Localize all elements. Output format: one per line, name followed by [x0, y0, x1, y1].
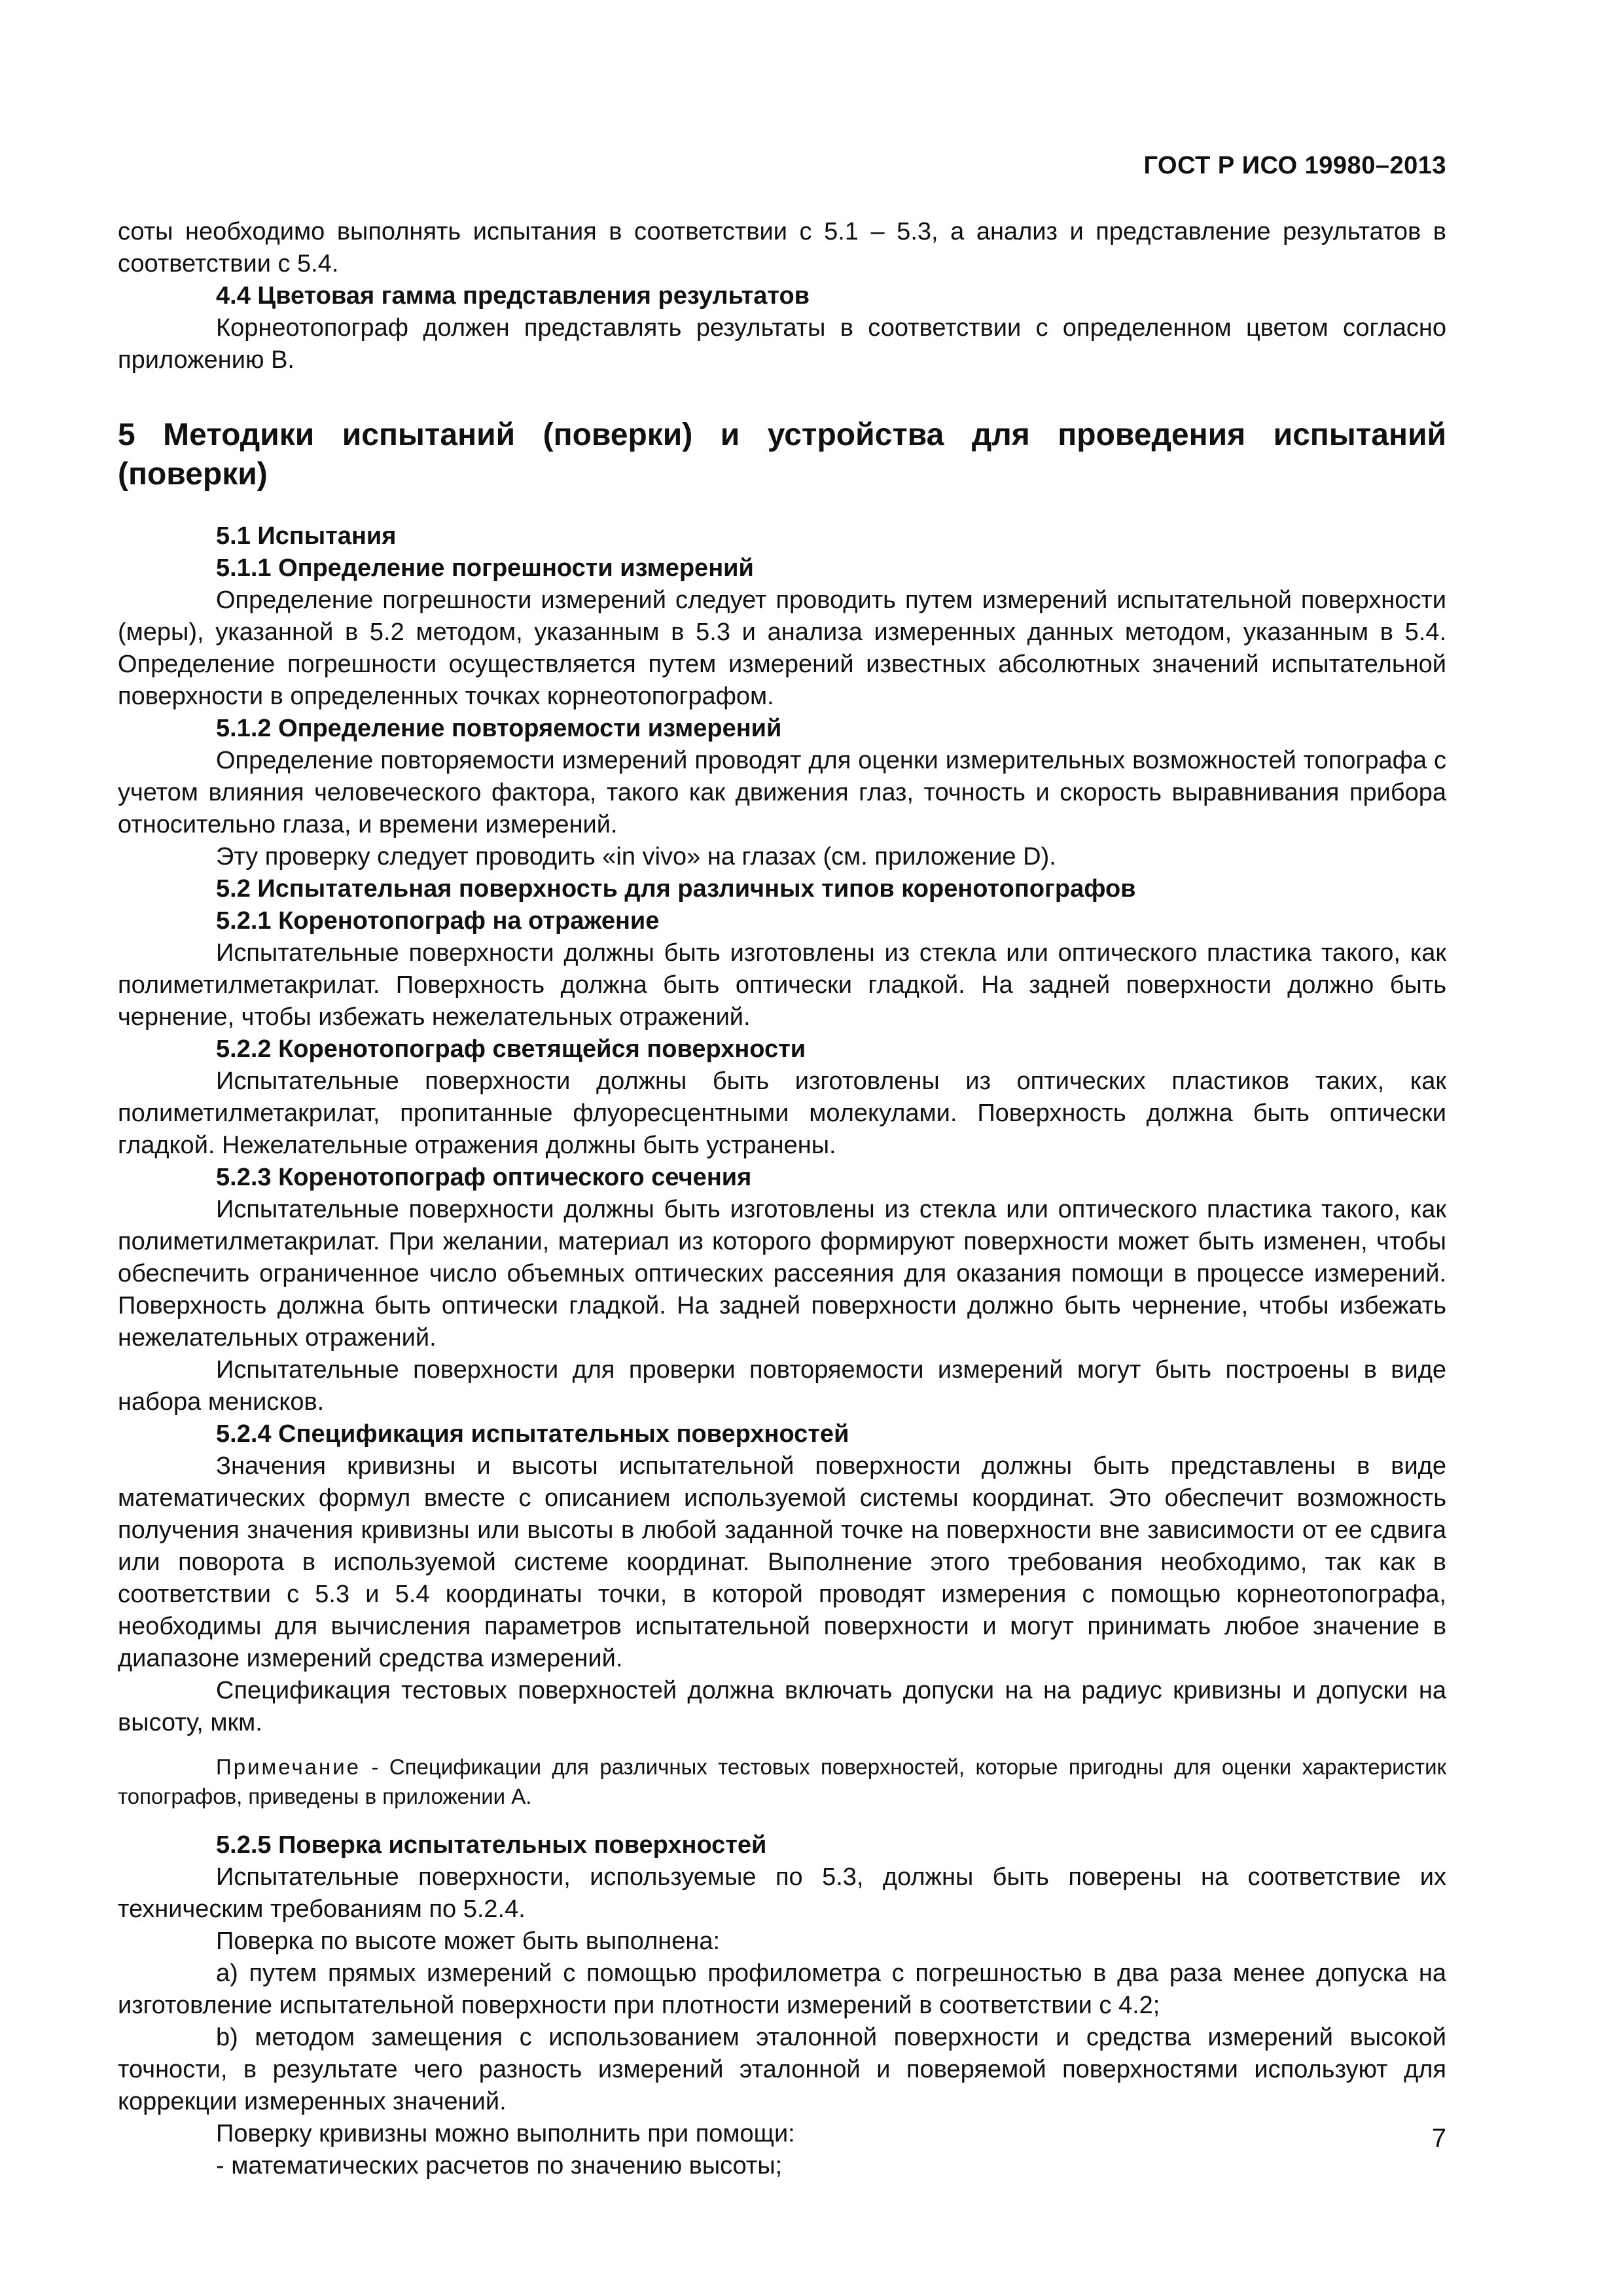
section-heading-5-2-3: 5.2.3 Коренотопограф оптического сечения: [216, 1164, 752, 1191]
paragraph: Эту проверку следует проводить «in vivo» на глазах (см. приложение D).: [216, 843, 1056, 870]
paragraph: Спецификация тестовых поверхностей должна включать допуски на на радиус кривизны и допуски на высоту, мкм.: [118, 1677, 1446, 1736]
paragraph: Поверку кривизны можно выполнить при помощи:: [216, 2120, 795, 2147]
note-text: - Спецификации для различных тестовых поверхностей, которые пригодны для оценки характеристик топографов, приведены в приложении А.: [118, 1755, 1446, 1808]
section-heading-5-2-1: 5.2.1 Коренотопограф на отражение: [216, 907, 660, 935]
section-heading-5-1-1: 5.1.1 Определение погрешности измерений: [216, 554, 754, 582]
section-heading-5-2-4: 5.2.4 Спецификация испытательных поверхностей: [216, 1420, 849, 1448]
paragraph: Определение повторяемости измерений проводят для оценки измерительных возможностей топографа с учетом влияния человеческого фактора, такого как движения глаз, точность и скорость выравнивания прибора относительно глаза, и времени измерений.: [118, 747, 1446, 838]
section-heading-4-4: 4.4 Цветовая гамма представления результатов: [216, 282, 810, 310]
paragraph: Испытательные поверхности должны быть изготовлены из стекла или оптического пластика такого, как полиметилметакрилат. При желании, материал из которого формируют поверхности может быть изменен, чтобы обеспечить ограниченное число объемных оптических рассеяния для оказания помощи в процессе измерений. Поверхность должна быть оптически гладкой. На задней поверхности должно быть чернение, чтобы избежать нежелательных отражений.: [118, 1196, 1446, 1352]
paragraph: Испытательные поверхности должны быть изготовлены из стекла или оптического пластика такого, как полиметилметакрилат. Поверхность должна быть оптически гладкой. На задней поверхности должно быть чернение, чтобы избежать нежелательных отражений.: [118, 939, 1446, 1031]
list-item: а) путем прямых измерений с помощью профилометра с погрешностью в два раза менее допуска на изготовление испытательной поверхности при плотности измерений в соответствии с 4.2;: [118, 1960, 1446, 2019]
list-item: b) методом замещения с использованием эталонной поверхности и средства измерений высокой точности, в результате чего разность измерений эталонной и поверяемой поверхностями используют для коррекции измеренных значений.: [118, 2024, 1446, 2115]
note: [118, 1752, 1446, 1811]
paragraph: Поверка по высоте может быть выполнена:: [216, 1928, 721, 1955]
section-heading-5-2-2: 5.2.2 Коренотопограф светящейся поверхности: [216, 1035, 806, 1063]
section-heading-5-2-5: 5.2.5 Поверка испытательных поверхностей: [216, 1831, 767, 1859]
paragraph: Определение погрешности измерений следует проводить путем измерений испытательной поверхности (меры), указанной в 5.2 методом, указанным в 5.3 и анализа измеренных данных методом, указанным в 5.4. Определение погрешности осуществляется путем измерений известных абсолютных значений испытательной поверхности в определенных точках корнеотопографом.: [118, 586, 1446, 710]
section-heading-5: 5 Методики испытаний (поверки) и устройства для проведения испытаний (поверки): [118, 418, 1446, 492]
list-item: - математических расчетов по значению высоты;: [216, 2152, 783, 2179]
page-number: 7: [1431, 2124, 1446, 2153]
document-header-id: ГОСТ Р ИСО 19980–2013: [1143, 152, 1446, 179]
document-body: [118, 216, 1446, 2182]
paragraph: Значения кривизны и высоты испытательной поверхности должны быть представлены в виде математических формул вместе с описанием используемой системы координат. Это обеспечит возможность получения значения кривизны или высоты в любой заданной точке на поверхности вне зависимости от ее сдвига или поворота в используемой системе координат. Выполнение этого требования необходимо, так как в соответствии с 5.3 и 5.4 координаты точки, в которой проводят измерения с помощью корнеотопографа, необходимы для вычисления параметров испытательной поверхности и могут принимать любое значение в диапазоне измерений средства измерений.: [118, 1452, 1446, 1672]
note-label: Примечание: [216, 1755, 361, 1779]
paragraph: соты необходимо выполнять испытания в соответствии с 5.1 – 5.3, а анализ и представление результатов в соответствии с 5.4.: [118, 218, 1446, 278]
section-heading-5-1-2: 5.1.2 Определение повторяемости измерений: [216, 715, 782, 742]
section-heading-5-2: 5.2 Испытательная поверхность для различных типов коренотопографов: [216, 875, 1136, 903]
paragraph: Испытательные поверхности, используемые по 5.3, должны быть поверены на соответствие их техническим требованиям по 5.2.4.: [118, 1863, 1446, 1923]
paragraph: Корнеотопограф должен представлять результаты в соответствии с определенном цветом согласно приложению В.: [118, 314, 1446, 374]
paragraph: Испытательные поверхности для проверки повторяемости измерений могут быть построены в виде набора менисков.: [118, 1356, 1446, 1416]
paragraph: Испытательные поверхности должны быть изготовлены из оптических пластиков таких, как полиметилметакрилат, пропитанные флуоресцентными молекулами. Поверхность должна быть оптически гладкой. Нежелательные отражения должны быть устранены.: [118, 1067, 1446, 1159]
section-heading-5-1: 5.1 Испытания: [216, 522, 397, 550]
document-page: [118, 0, 1446, 2296]
